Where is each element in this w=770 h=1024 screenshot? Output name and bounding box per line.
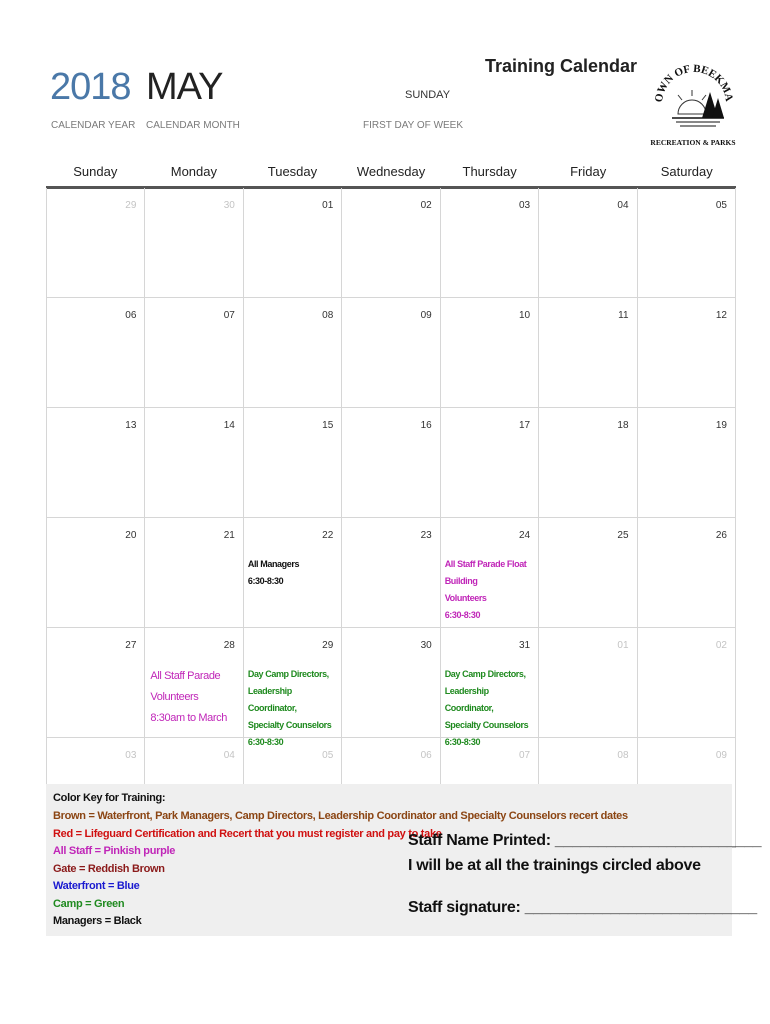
- day-number: 07: [223, 310, 235, 321]
- day-number: 07: [518, 750, 531, 761]
- day-number: 15: [322, 420, 334, 431]
- day-number: 18: [617, 420, 629, 431]
- event-line: Leadership Coordinator,: [444, 686, 494, 713]
- calendar-week-row: [46, 628, 736, 747]
- color-key-line: Brown = Waterfront, Park Managers, Camp Directors, Leadership Coordinator and Specialty Counselors recert dates: [53, 810, 628, 822]
- event-line: Specialty Counselors: [444, 720, 529, 730]
- day-number: 23: [420, 530, 432, 541]
- town-logo: [648, 52, 738, 152]
- staff-name-printed-field[interactable]: Staff Name Printed: ________________________: [408, 832, 762, 849]
- calendar-day-cell: [539, 298, 637, 407]
- day-number: 06: [420, 750, 432, 761]
- calendar-week-row: [46, 408, 736, 518]
- day-number: 05: [322, 750, 334, 761]
- calendar-week-row: [46, 298, 736, 408]
- event-line: 6:30-8:30: [444, 737, 481, 747]
- calendar-day-cell: [244, 408, 342, 517]
- training-event: [150, 666, 227, 729]
- day-number: 02: [420, 200, 432, 211]
- day-number: 10: [518, 310, 531, 321]
- event-line: All Staff Parade: [150, 670, 221, 682]
- day-number: 19: [715, 420, 727, 431]
- day-number: 13: [125, 420, 137, 431]
- calendar-day-cell: [539, 188, 637, 297]
- color-key-line: Waterfront = Blue: [53, 880, 140, 892]
- calendar-day-cell: [638, 518, 736, 627]
- day-number: 16: [420, 420, 432, 431]
- color-key-line: Red = Lifeguard Certification and Recert that you must register and pay to take: [53, 827, 442, 840]
- calendar-day-cell: [638, 298, 736, 407]
- day-number: 03: [125, 750, 137, 761]
- weekday-label: Sunday: [73, 164, 118, 179]
- calendar-day-cell: [638, 408, 736, 517]
- logo-sun-icon: [678, 90, 706, 114]
- day-number: 04: [617, 200, 629, 211]
- event-line: All Staff Parade Float Building: [444, 559, 527, 586]
- calendar-day-cell: [441, 298, 539, 407]
- calendar-day-cell: [441, 188, 539, 297]
- calendar-week-row: [46, 188, 736, 298]
- day-number: 25: [617, 530, 629, 541]
- calendar-day-cell: [244, 628, 342, 747]
- day-number: 20: [125, 530, 137, 541]
- day-number: 02: [715, 640, 727, 651]
- calendar-day-cell: [145, 628, 243, 737]
- event-line: Specialty Counselors: [247, 720, 332, 730]
- calendar-day-cell: [342, 518, 440, 627]
- day-number: 31: [518, 640, 531, 651]
- attendance-statement: I will be at all the trainings circled above: [408, 857, 701, 874]
- calendar-day-cell: [539, 628, 637, 737]
- calendar-month: MAY: [146, 66, 223, 108]
- color-key-line: Gate = Reddish Brown: [53, 862, 165, 875]
- day-number: 08: [322, 310, 334, 321]
- day-number: 29: [322, 640, 334, 651]
- calendar-grid: [46, 188, 736, 848]
- event-line: 8:30am to March: [150, 712, 227, 724]
- day-number: 03: [518, 200, 531, 211]
- color-key-line: All Staff = Pinkish purple: [53, 845, 176, 857]
- first-day-caption: FIRST DAY OF WEEK: [363, 120, 464, 131]
- calendar-day-cell: [638, 188, 736, 297]
- logo-water-icon: [672, 118, 724, 126]
- weekday-label: Tuesday: [267, 164, 318, 179]
- day-number: 12: [715, 310, 727, 321]
- day-number: 30: [420, 640, 432, 651]
- day-number: 30: [223, 200, 235, 211]
- day-number: 29: [125, 200, 137, 211]
- calendar-day-cell: [244, 188, 342, 297]
- day-number: 17: [518, 420, 531, 431]
- calendar-day-cell: [46, 628, 145, 737]
- day-number: 09: [715, 750, 727, 761]
- weekday-header: [46, 164, 736, 189]
- calendar-day-cell: [342, 408, 440, 517]
- calendar-day-cell: [46, 408, 145, 517]
- day-number: 01: [322, 200, 334, 211]
- calendar-year: 2018: [50, 66, 131, 108]
- weekday-label: Monday: [170, 164, 217, 179]
- calendar-week-row: [46, 518, 736, 628]
- calendar-day-cell: [441, 628, 539, 747]
- day-number: 14: [223, 420, 235, 431]
- event-line: 6:30-8:30: [247, 576, 284, 586]
- calendar-day-cell: [441, 408, 539, 517]
- calendar-day-cell: [145, 408, 243, 517]
- day-number: 04: [223, 750, 235, 761]
- logo-sub-text: RECREATION & PARKS: [650, 138, 736, 147]
- day-number: 26: [715, 530, 727, 541]
- training-event: [248, 556, 299, 590]
- calendar-day-cell: [145, 518, 243, 627]
- day-number: 05: [715, 200, 727, 211]
- weekday-label: Thursday: [462, 164, 517, 179]
- event-line: 6:30-8:30: [444, 610, 481, 620]
- calendar-month-caption: CALENDAR MONTH: [146, 120, 240, 131]
- calendar-year-caption: CALENDAR YEAR: [51, 120, 136, 131]
- color-key-line: Camp = Green: [53, 897, 125, 910]
- event-line: Volunteers: [444, 593, 487, 603]
- calendar-day-cell: [539, 518, 637, 627]
- calendar-day-cell: [539, 408, 637, 517]
- weekday-label: Wednesday: [356, 164, 426, 179]
- day-number: 22: [322, 530, 334, 541]
- day-number: 28: [223, 640, 235, 651]
- calendar-day-cell: [342, 298, 440, 407]
- day-number: 11: [618, 310, 629, 321]
- event-line: Volunteers: [150, 691, 199, 703]
- calendar-day-cell: [46, 298, 145, 407]
- day-number: 06: [125, 310, 137, 321]
- day-number: 01: [617, 640, 629, 651]
- calendar-day-cell: [342, 188, 440, 297]
- calendar-day-cell: [46, 188, 145, 297]
- day-number: 24: [518, 530, 531, 541]
- calendar-day-cell: [244, 518, 342, 627]
- calendar-day-cell: [638, 628, 736, 737]
- event-line: All Managers: [247, 559, 300, 569]
- calendar-day-cell: [145, 298, 243, 407]
- calendar-day-cell: [46, 518, 145, 627]
- event-line: Day Camp Directors,: [247, 669, 329, 679]
- color-key-heading: Color Key for Training:: [53, 792, 166, 804]
- staff-signature-field[interactable]: Staff signature: ___________________________: [408, 899, 757, 916]
- calendar-day-cell: [244, 298, 342, 407]
- weekday-label: Friday: [570, 164, 607, 179]
- day-number: 27: [125, 640, 137, 651]
- day-number: 21: [223, 530, 235, 541]
- training-event: [445, 556, 538, 624]
- calendar-day-cell: [145, 188, 243, 297]
- logo-arc-text: OWN OF BEEKMA: [652, 62, 736, 104]
- calendar-day-cell: [441, 518, 539, 627]
- event-line: Leadership Coordinator,: [247, 686, 297, 713]
- color-key-line: Managers = Black: [53, 915, 142, 927]
- event-line: Day Camp Directors,: [444, 669, 526, 679]
- calendar-day-cell: [342, 628, 440, 737]
- event-line: 6:30-8:30: [247, 737, 284, 747]
- day-number: 09: [420, 310, 432, 321]
- day-number: 08: [617, 750, 629, 761]
- first-day-of-week: SUNDAY: [405, 89, 451, 101]
- weekday-label: Saturday: [660, 164, 713, 179]
- document-title: Training Calendar: [485, 56, 638, 76]
